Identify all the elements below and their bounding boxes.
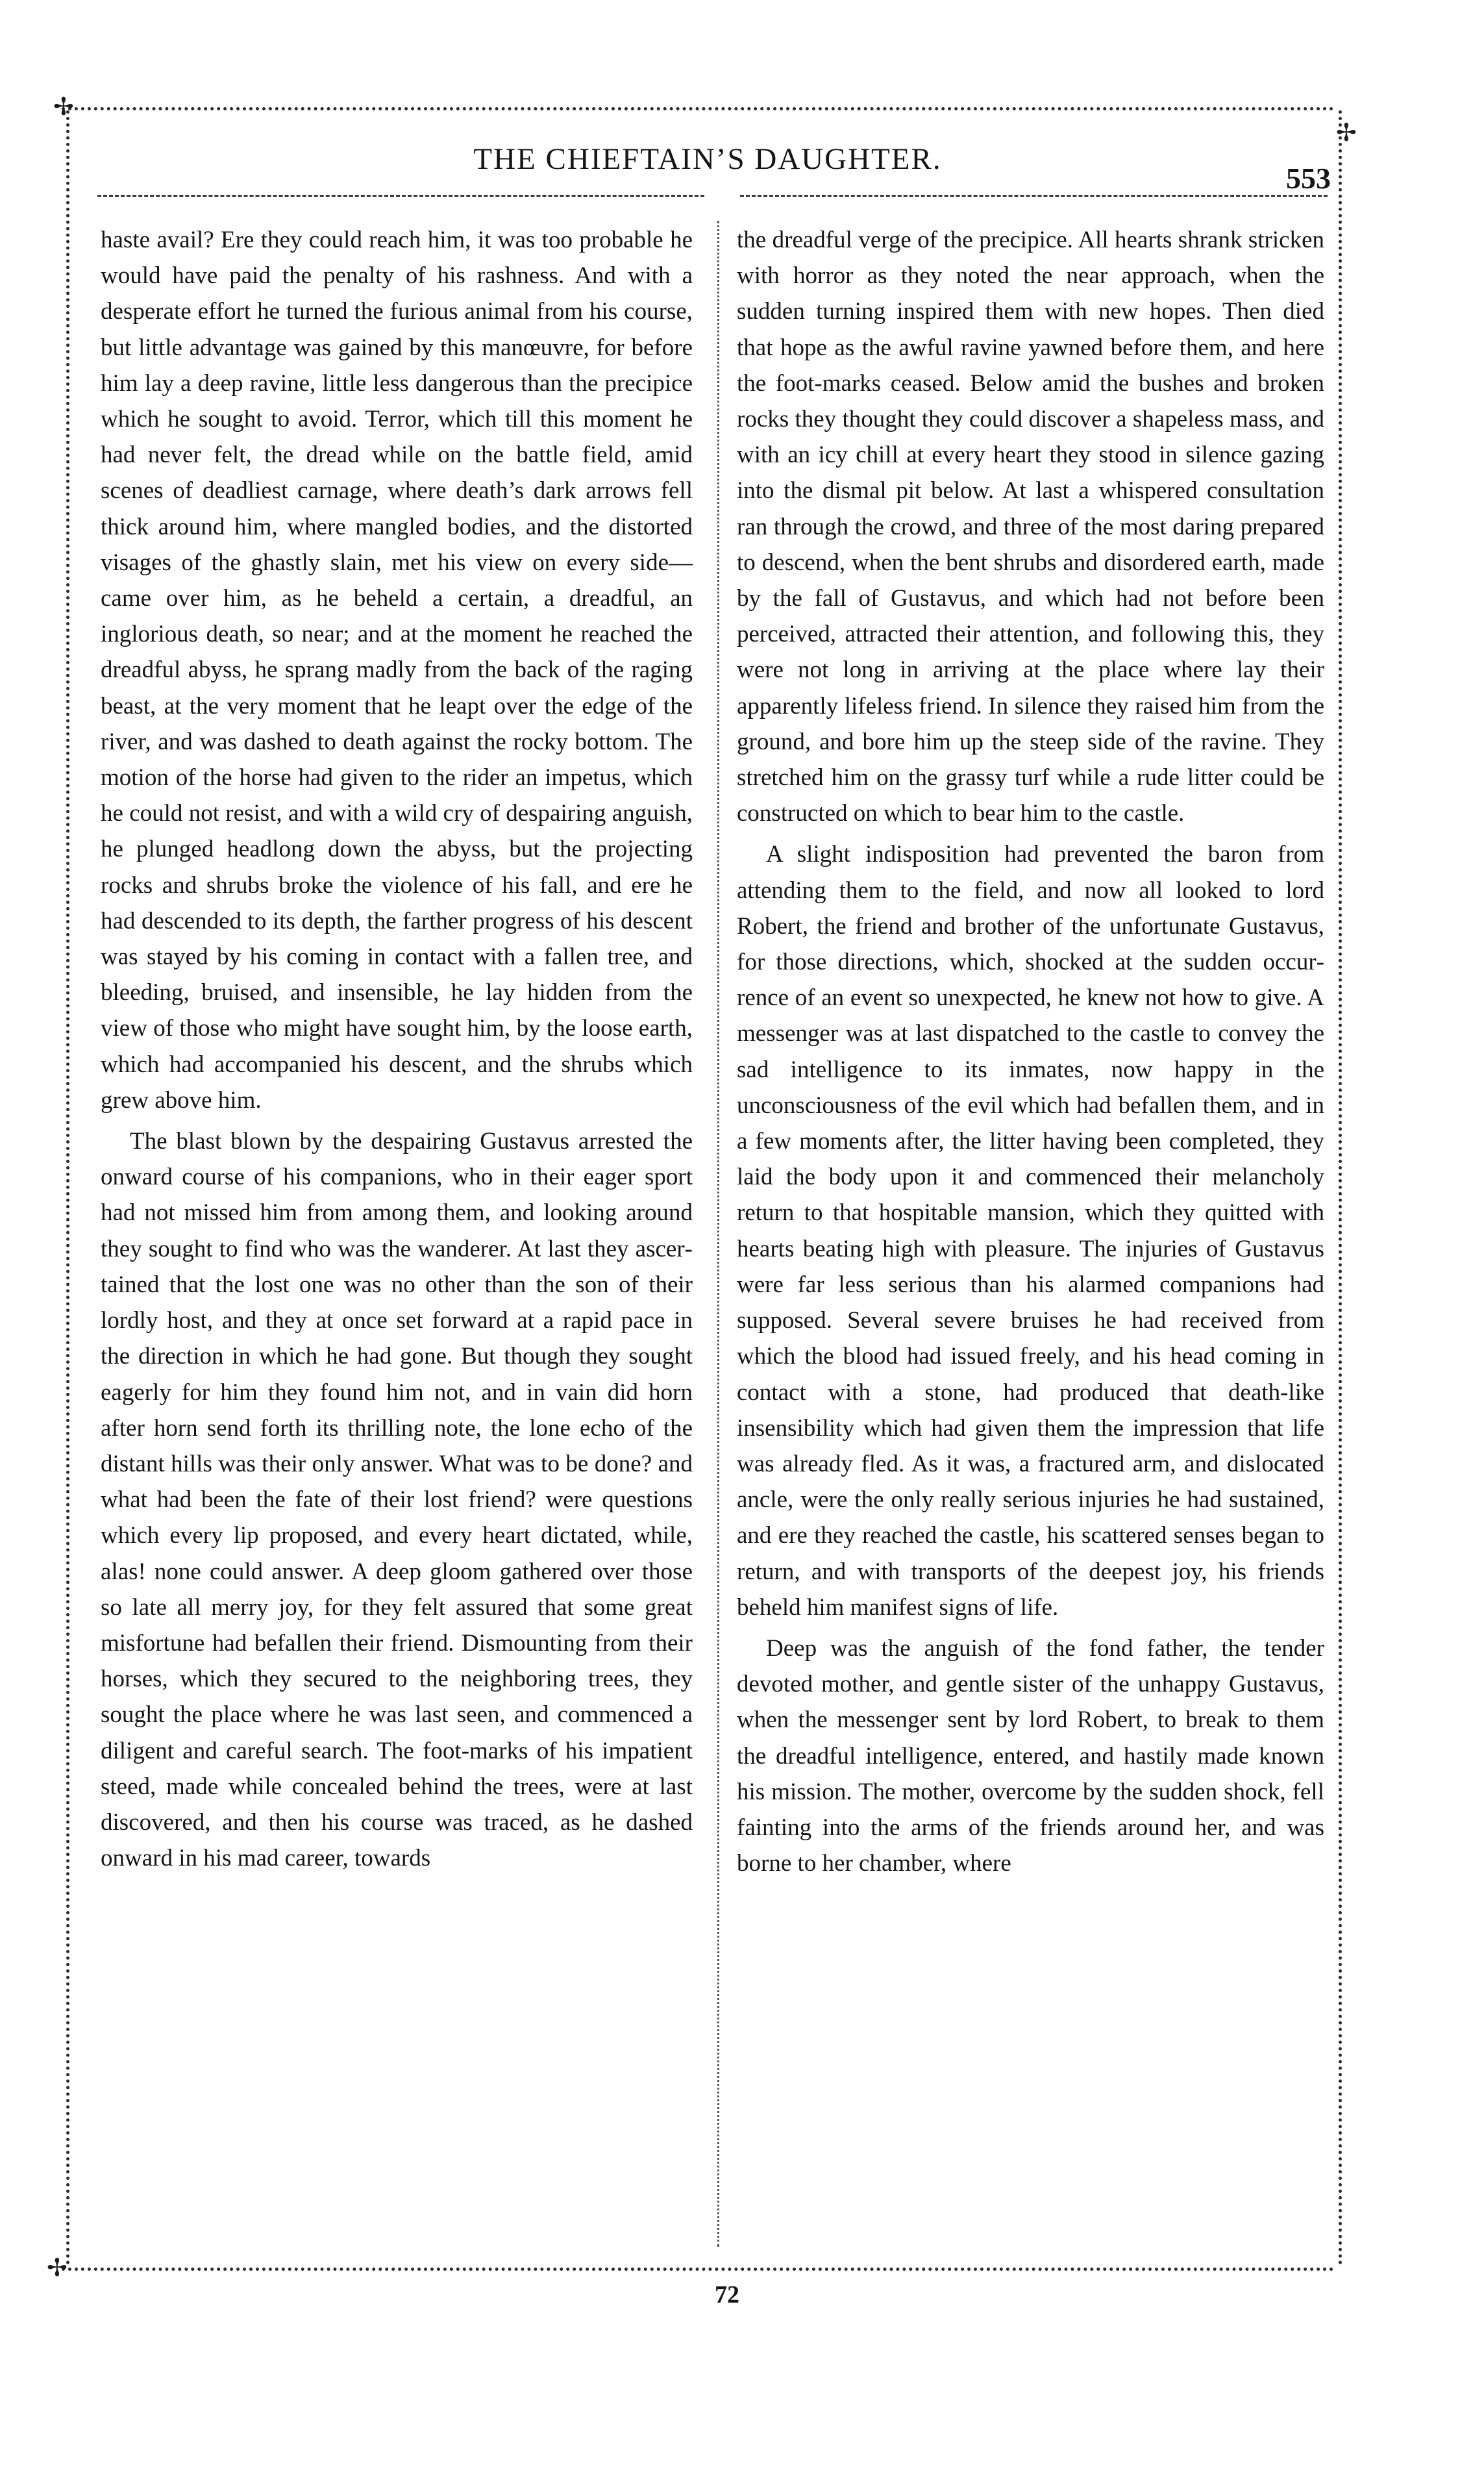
frame-bottom-border [62,2268,1334,2271]
left-column [101,222,693,1876]
running-head: THE CHIEFTAIN’S DAUGHTER. [473,142,942,176]
frame-top-border [62,107,1334,110]
corner-ornament-icon: ✢ [47,2255,68,2282]
paragraph: The blast blown by the despairing Gustavus arrested the onward course of his companions, who in their eager sport had not missed him from among them, and looking around they sought to find who was the wanderer. At last they ascertained that the lost one was no other than the son of their lordly host, and they at once set forward at a rapid pace in the direction in which he had gone. But though they sought eagerly for him they found him not, and in vain did horn after horn send forth its thrilling note, the lone echo of the distant hills was their only answer. What was to be done? and what had been the fate of their lost friend? were questions which every lip proposed, and every heart dictated, while, alas! none could answer. A deep gloom gathered over those so late all merry joy, for they felt assured that some great misfortune had befallen their friend. Dismounting from their horses, which they secured to the neighboring trees, they sought the place where he was last seen, and commenced a diligent and careful search. The foot-marks of his impatient steed, made while concealed behind the trees, were at last discovered, and then his course was traced, as he dashed onward in his mad career, towards [101,1128,693,1872]
paragraph: Deep was the anguish of the fond father, the tender devoted mother, and gentle sister of the unhappy Gustavus, when the messenger sent by lord Robert, to break to them the dreadful intelligence, entered, and hastily made known his mission. The mother, overcome by the sudden shock, fell fainting into the arms of the friends around her, and was borne to her chamber, where [737,1634,1324,1877]
frame-left-border [66,110,69,2266]
header-rule-left [97,195,704,197]
corner-ornament-icon: ✢ [53,94,74,121]
frame-right-border [1339,110,1342,2266]
header-rule-right [740,195,1328,197]
column-divider [717,221,719,2247]
paragraph: haste avail? Ere they could reach him, it was too probable he would have paid the penalty of his rashness. And with a desperate effort he turned the furious animal from his course, but little advantage was gained by this manœuvre, for before him lay a deep ravine, little less dangerous than the precipice which he sought to avoid. Terror, which till this moment he had never felt, the dread while on the battle field, amid scenes of deadliest carnage, where death’s dark arrows fell thick around him, where mangled bodies, and the distorted visages of the ghastly slain, met his view on every side—came over him, as he beheld a certain, a dreadful, an inglorious death, so near; and at the moment he reached the dreadful abyss, he sprang madly from the back of the raging beast, at the very moment that he leapt over the edge of the river, and was dashed to death against the rocky bottom. The motion of the horse had given to the rider an impetus, which he could not resist, and with a wild cry of despairing anguish, he plunged headlong down the abyss, but the projecting rocks and shrubs broke the violence of his fall, and ere he had descended to its depth, the farther progress of his descent was stayed by his coming in contact with a fallen tree, and bleeding, bruised, and insensible, he lay hidden from the view of those who might have sought him, by the loose earth, which had accompanied his descent, and the shrubs which grew above him. [101,227,693,1114]
right-column [737,222,1324,1881]
signature-mark: 72 [715,2281,739,2308]
paragraph: the dreadful verge of the precipice. All hearts shrank stricken with horror as they noted the near approach, when the sudden turning inspired them with new hopes. Then died that hope as the awful ravine yawned before them, and here the foot-marks ceased. Below amid the bushes and broken rocks they thought they could discover a shapeless mass, and with an icy chill at every heart they stood in silence gazing into the dismal pit below. At last a whispered consultation ran through the crowd, and three of the most daring prepared to descend, when the bent shrubs and disordered earth, made by the fall of Gustavus, and which had not before been perceived, attracted their attention, and following this, they were not long in arriving at the place where lay their apparently lifeless friend. In silence they raised him from the ground, and bore him up the steep side of the ravine. They stretched him on the grassy turf while a rude litter could be constructed on which to bear him to the castle. [737,227,1324,827]
page-number: 553 [1286,162,1331,195]
paragraph: A slight indisposition had prevented the baron from attending them to the field, and now all looked to lord Robert, the friend and brother of the unfortunate Gustavus, for those directions, which, shocked at the sudden occurrence of an event so unexpected, he knew not how to give. A messenger was at last dispatched to the castle to convey the sad intelligence to its inmates, now happy in the unconsciousness of the evil which had befallen them, and in a few moments after, the litter having been completed, they laid the body upon it and commenced their melancholy return to that hospitable mansion, which they quitted with hearts beating high with pleasure. The injuries of Gustavus were far less serious than his alarmed companions had supposed. Several severe bruises he had received from which the blood had issued freely, and his head coming in contact with a stone, had produced that death-like insensibility which had given them the impression that life was already fled. As it was, a fractured arm, and dislocated ancle, were the only really serious injuries he had sustained, and ere they reached the castle, his scattered senses began to return, and with transports of the deepest joy, his friends beheld him manifest signs of life. [737,841,1324,1621]
corner-ornament-icon: ✢ [1336,119,1357,147]
